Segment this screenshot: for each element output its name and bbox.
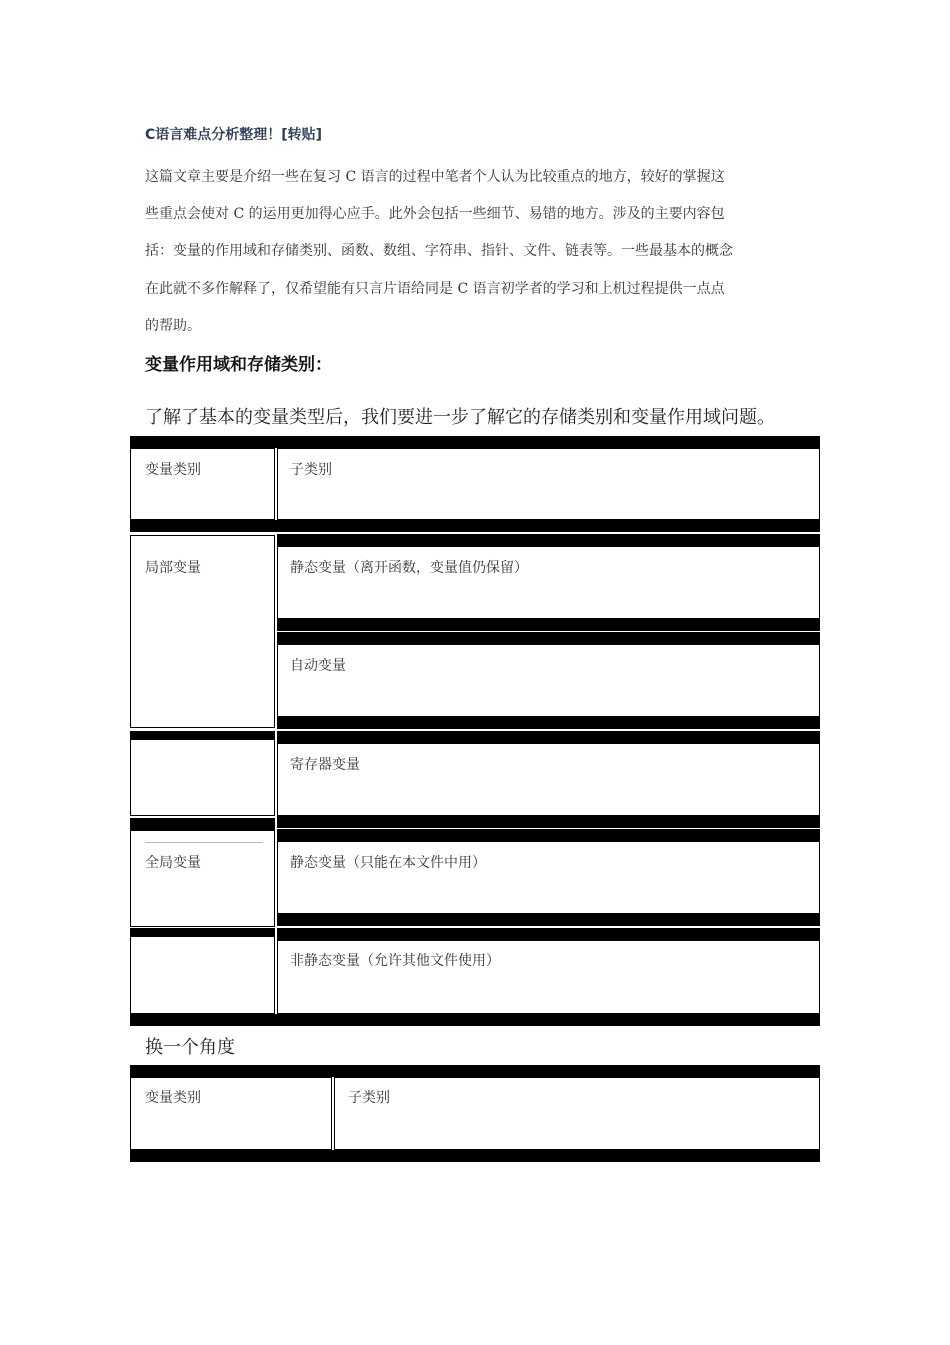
table2-caption: 换一个角度 (145, 1037, 235, 1058)
local-variable-label: 局部变量 (145, 560, 201, 576)
table-border (277, 914, 820, 926)
table-border (277, 717, 820, 729)
table-border (277, 928, 820, 940)
table-cell (277, 644, 820, 717)
table-border (130, 1065, 820, 1077)
table-border (277, 731, 820, 743)
global-nonstatic-variable: 非静态变量（允许其他文件使用） (290, 953, 500, 969)
table-border (130, 1150, 820, 1162)
table-border (277, 619, 820, 631)
local-register-variable: 寄存器变量 (290, 757, 360, 773)
global-variable-label: 全局变量 (145, 855, 201, 871)
divider (145, 842, 263, 843)
table-cell (334, 1077, 820, 1150)
table-border (277, 632, 820, 644)
table-border (130, 436, 820, 448)
local-static-variable: 静态变量（离开函数，变量值仍保留） (290, 560, 528, 576)
header-variable-category: 变量类别 (145, 462, 201, 478)
t2-header-variable-category: 变量类别 (145, 1090, 201, 1106)
table-border (130, 928, 275, 936)
section-heading: 变量作用域和存储类别： (145, 355, 332, 375)
table-border (130, 818, 275, 830)
global-static-variable: 静态变量（只能在本文件中用） (290, 855, 486, 871)
table-border (277, 816, 820, 828)
intro-line-1: 这篇文章主要是介绍一些在复习 C 语言的过程中笔者个人认为比较重点的地方，较好的掌握这 (145, 169, 725, 185)
table-cell (130, 830, 275, 927)
local-auto-variable: 自动变量 (290, 658, 346, 674)
intro-line-2: 些重点会使对 C 的运用更加得心应手。此外会包括一些细节、易错的地方。涉及的主要内容包 (145, 206, 725, 222)
section-lead: 了解了基本的变量类型后，我们要进一步了解它的存储类别和变量作用域问题。 (145, 407, 775, 428)
intro-line-4: 在此就不多作解释了，仅希望能有只言片语给同是 C 语言初学者的学习和上机过程提供一点点 (145, 281, 725, 297)
table-border (130, 520, 820, 532)
header-subcategory: 子类别 (290, 462, 332, 478)
table-border (130, 1014, 820, 1026)
table-cell (130, 936, 275, 1014)
article-title: C语言难点分析整理！[转贴] (145, 127, 323, 143)
table-cell (130, 739, 275, 816)
table-border (277, 829, 820, 841)
t2-header-subcategory: 子类别 (348, 1090, 390, 1106)
intro-line-3: 括：变量的作用域和存储类别、函数、数组、字符串、指针、文件、链表等。一些最基本的概念 (145, 243, 733, 259)
intro-line-5: 的帮助。 (145, 318, 201, 334)
table-cell (277, 448, 820, 520)
table-border (130, 731, 275, 739)
table-border (277, 534, 820, 546)
